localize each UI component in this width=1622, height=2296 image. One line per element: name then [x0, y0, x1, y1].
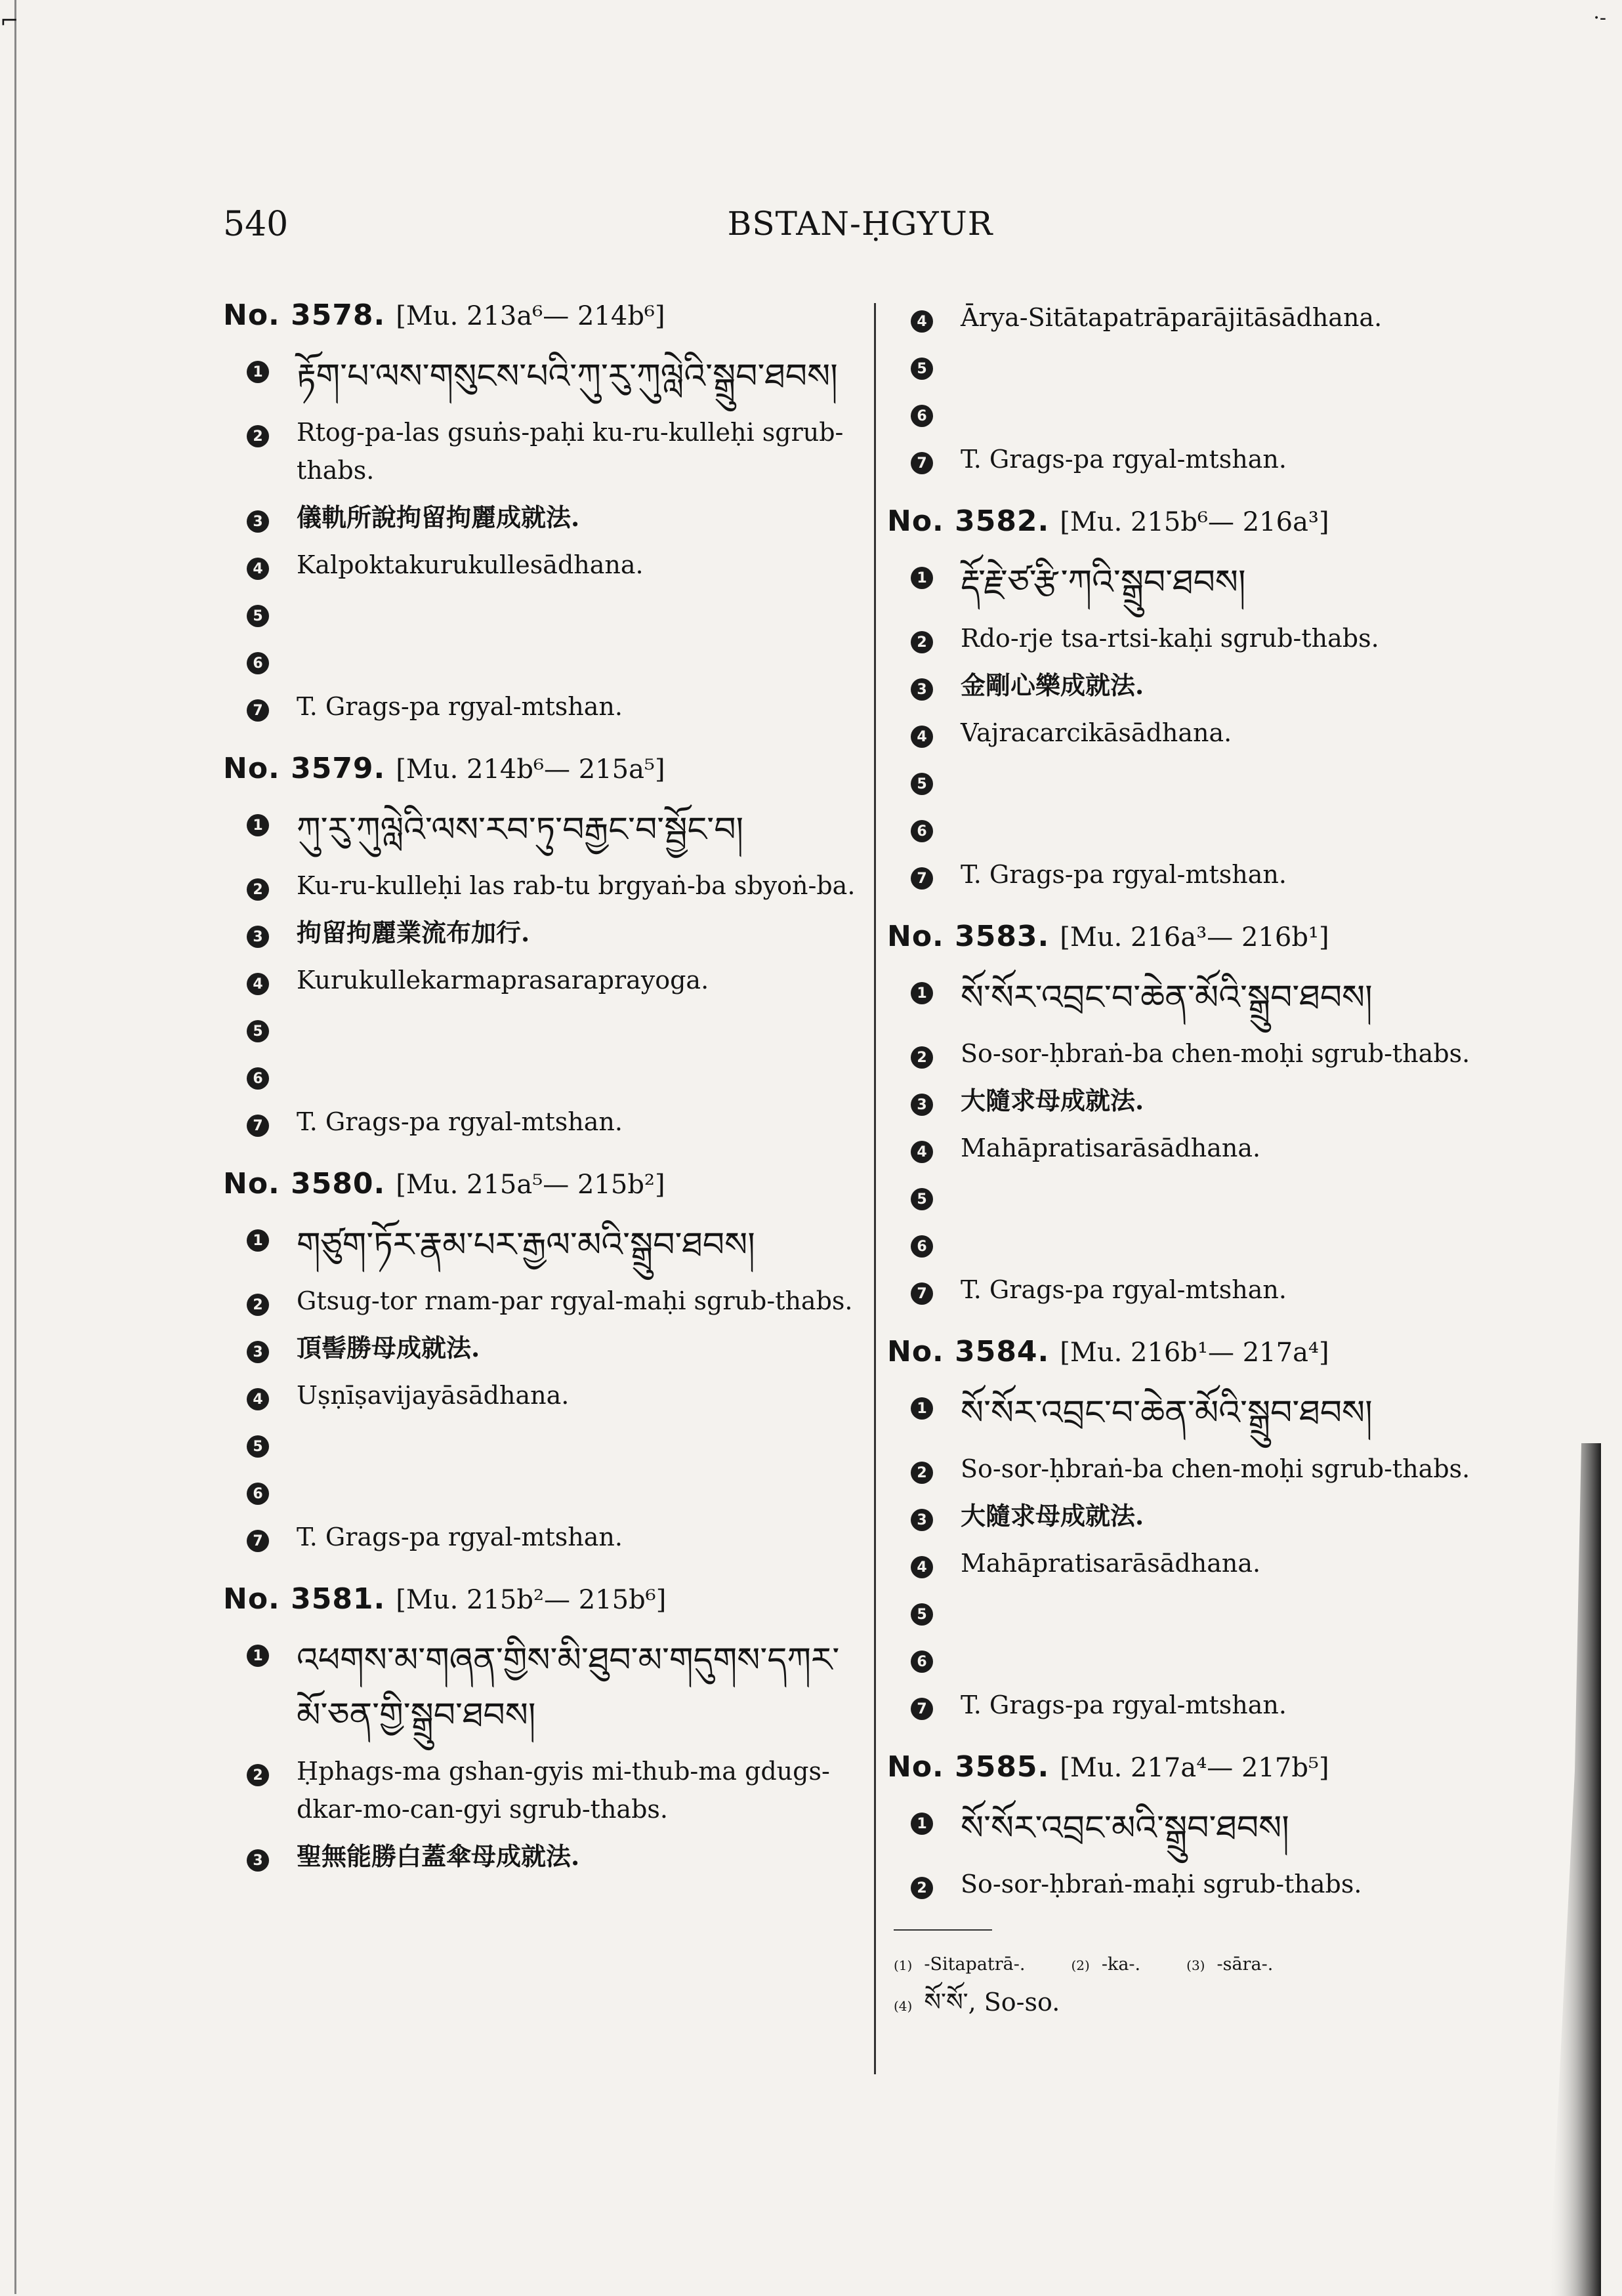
entry-field: [887, 619, 1543, 657]
entry-field: [887, 666, 1543, 705]
field-text: Mahāpratisarāsādhana.: [961, 1134, 1261, 1162]
entry-heading: [223, 1167, 860, 1200]
field-number-badge: 3: [247, 1849, 269, 1872]
field-number-badge: 4: [911, 726, 933, 748]
catalog-entry: [887, 1750, 1543, 1903]
entry-number: No. 3584.: [887, 1335, 1050, 1368]
entry-heading: [887, 920, 1543, 953]
field-text: So-sor-ḥbraṅ-maḥi sgrub-thabs.: [961, 1870, 1362, 1898]
field-number-badge: 5: [911, 1188, 933, 1210]
field-number-badge: 7: [911, 1282, 933, 1305]
entry-field: [887, 346, 1543, 384]
entry-field: [887, 970, 1543, 1025]
entry-heading: [223, 298, 860, 332]
entry-field: [223, 961, 860, 999]
entry-field: [223, 1056, 860, 1094]
field-number-badge: 1: [911, 1397, 933, 1420]
corner-mark-left: ⌐: [0, 8, 19, 34]
field-number-badge: 7: [911, 1698, 933, 1720]
entry-field: [223, 546, 860, 584]
entry-field: [223, 1471, 860, 1509]
field-number-badge: 5: [911, 1603, 933, 1626]
field-number-badge: 4: [911, 1141, 933, 1163]
field-number-badge: 6: [911, 1235, 933, 1258]
field-text: T. Grags-pa rgyal-mtshan.: [961, 1275, 1287, 1304]
footnote-text: -ka-.: [1101, 1954, 1141, 1975]
entry-field: [223, 593, 860, 631]
footnotes: [887, 1946, 1543, 2024]
page-number: 540: [223, 205, 289, 244]
field-number-badge: 3: [247, 1341, 269, 1363]
entry-number: No. 3580.: [223, 1167, 386, 1200]
entry-field: [223, 1008, 860, 1046]
entry-field: [223, 1518, 860, 1556]
tibetan-title: ཀུ་རུ་ཀུལླེའི་ལས་རབ་ཏུ་བརྒྱང་བ་སྦྱོང་བ།: [297, 810, 744, 850]
field-text: So-sor-ḥbraṅ-ba chen-moḥi sgrub-thabs.: [961, 1454, 1470, 1483]
footnote-text: -sāra-.: [1216, 1954, 1274, 1975]
field-number-badge: 7: [911, 867, 933, 890]
entry-field: [223, 1424, 860, 1462]
entry-field: [887, 1129, 1543, 1167]
footnote: [894, 1988, 1060, 2017]
entry-field: [223, 867, 860, 905]
field-number-badge: 7: [247, 699, 269, 722]
corner-mark-right: ·-: [1593, 7, 1606, 30]
field-number-badge: 1: [911, 1813, 933, 1835]
entry-reference: [Mu. 213a⁶— 214b⁶]: [396, 301, 665, 331]
chinese-title: 頂髻勝母成就法.: [297, 1333, 480, 1363]
entry-field: [887, 714, 1543, 752]
field-number-badge: 4: [247, 1388, 269, 1410]
chinese-title: 聖無能勝白蓋傘母成就法.: [297, 1841, 580, 1871]
entry-field: [887, 393, 1543, 431]
entry-field: [887, 298, 1543, 337]
field-number-badge: 4: [247, 558, 269, 580]
field-number-badge: 5: [911, 773, 933, 795]
entry-field: [223, 1103, 860, 1141]
entry-field: [887, 1385, 1543, 1441]
entry-field: [887, 1176, 1543, 1214]
entry-reference: [Mu. 214b⁶— 215a⁵]: [396, 754, 665, 785]
entry-number: No. 3585.: [887, 1750, 1050, 1784]
field-number-badge: 4: [911, 310, 933, 333]
entry-field: [223, 1218, 860, 1273]
entry-field: [223, 1376, 860, 1414]
entry-number: No. 3578.: [223, 298, 386, 332]
entry-field: [887, 808, 1543, 846]
entry-number: No. 3582.: [887, 504, 1050, 538]
entry-number: No. 3579.: [223, 752, 386, 785]
running-head: BSTAN-ḤGYUR: [727, 205, 993, 243]
entry-number: No. 3581.: [223, 1582, 386, 1616]
entry-field: [223, 499, 860, 537]
field-number-badge: 6: [247, 1483, 269, 1505]
footnote-mark: (3): [1186, 1958, 1205, 1973]
field-number-badge: 2: [911, 1046, 933, 1069]
field-number-badge: 1: [911, 982, 933, 1004]
entry-field: [887, 1497, 1543, 1535]
field-number-badge: 7: [247, 1115, 269, 1137]
entry-field: [223, 1752, 860, 1828]
field-number-badge: 1: [247, 1645, 269, 1667]
right-column-entries: [887, 298, 1543, 1903]
field-number-badge: 3: [911, 678, 933, 701]
field-number-badge: 4: [247, 973, 269, 995]
field-number-badge: 5: [247, 605, 269, 627]
footnote-rule: [894, 1929, 992, 1931]
entry-field: [887, 1082, 1543, 1120]
tibetan-title: རྟོག་པ་ལས་གསུངས་པའི་ཀུ་རུ་ཀུལླེའི་སྒྲུབ་ཐབས།: [297, 357, 838, 396]
field-text: Rtog-pa-las gsuṅs-paḥi ku-ru-kulleḥi sgrub-thabs.: [297, 418, 844, 485]
entry-heading: [887, 1335, 1543, 1368]
tibetan-title: རྡོ་རྗེ་ཙ་རྩི་ཀའི་སྒྲུབ་ཐབས།: [961, 563, 1246, 602]
entry-field: [887, 440, 1543, 478]
catalog-entry: [887, 1335, 1543, 1724]
entry-field: [887, 1865, 1543, 1903]
entry-field: [887, 1639, 1543, 1677]
footnote-mark: (2): [1071, 1958, 1090, 1973]
field-number-badge: 2: [247, 878, 269, 901]
field-text: Kalpoktakurukullesādhana.: [297, 550, 644, 579]
field-text: T. Grags-pa rgyal-mtshan.: [961, 445, 1287, 474]
chinese-title: 金剛心樂成就法.: [961, 670, 1144, 700]
tibetan-title: གཙུག་ཏོར་རྣམ་པར་རྒྱལ་མའི་སྒྲུབ་ཐབས།: [297, 1225, 755, 1265]
footnote: [1071, 1954, 1141, 1975]
catalog-entry: [887, 298, 1543, 478]
entry-reference: [Mu. 217a⁴— 217b⁵]: [1060, 1753, 1329, 1783]
entry-reference: [Mu. 215a⁵— 215b²]: [396, 1170, 665, 1200]
field-text: Vajracarcikāsādhana.: [961, 718, 1232, 747]
page-edge-rule: [14, 0, 16, 2294]
field-text: Ḥphags-ma gshan-gyis mi-thub-ma gdugs-dkar-mo-can-gyi sgrub-thabs.: [297, 1757, 830, 1824]
entry-field: [887, 1801, 1543, 1856]
field-number-badge: 3: [911, 1509, 933, 1531]
footnote-mark: (1): [894, 1958, 913, 1973]
field-text: T. Grags-pa rgyal-mtshan.: [961, 1691, 1287, 1719]
field-number-badge: 4: [911, 1556, 933, 1578]
field-text: T. Grags-pa rgyal-mtshan.: [297, 1107, 623, 1136]
field-text: Rdo-rje tsa-rtsi-kaḥi sgrub-thabs.: [961, 624, 1379, 653]
field-number-badge: 1: [247, 361, 269, 383]
field-number-badge: 3: [911, 1094, 933, 1116]
entry-field: [223, 1329, 860, 1367]
entry-heading: [887, 504, 1543, 538]
entry-field: [887, 1035, 1543, 1073]
tibetan-title: སོ་སོར་འབྲང་མའི་སྒྲུབ་ཐབས།: [961, 1809, 1289, 1848]
catalog-entry: [887, 920, 1543, 1309]
field-number-badge: 2: [247, 1294, 269, 1316]
right-column: [887, 298, 1543, 2024]
catalog-entry: [223, 1167, 860, 1556]
field-text: T. Grags-pa rgyal-mtshan.: [297, 692, 623, 721]
field-number-badge: 7: [911, 452, 933, 474]
footnote-text: -Sitapatrā-.: [924, 1954, 1026, 1975]
field-text: T. Grags-pa rgyal-mtshan.: [297, 1523, 623, 1551]
field-text: Mahāpratisarāsādhana.: [961, 1549, 1261, 1578]
field-number-badge: 7: [247, 1530, 269, 1552]
field-text: T. Grags-pa rgyal-mtshan.: [961, 860, 1287, 889]
entry-field: [223, 1837, 860, 1876]
chinese-title: 儀軌所說拘留拘麗成就法.: [297, 502, 580, 532]
entry-heading: [887, 1750, 1543, 1784]
entry-field: [887, 1591, 1543, 1630]
entry-reference: [Mu. 216b¹— 217a⁴]: [1060, 1338, 1329, 1368]
field-number-badge: 2: [911, 1462, 933, 1484]
entry-reference: [Mu. 215b⁶— 216a³]: [1060, 507, 1329, 537]
field-number-badge: 6: [247, 1067, 269, 1090]
entry-heading: [223, 752, 860, 785]
entry-field: [887, 855, 1543, 893]
footnote: [1186, 1954, 1273, 1975]
scan-margin-shadow: [1535, 1443, 1601, 2296]
field-number-badge: 6: [911, 405, 933, 427]
field-number-badge: 3: [247, 926, 269, 948]
field-text: So-sor-ḥbraṅ-ba chen-moḥi sgrub-thabs.: [961, 1039, 1470, 1068]
entry-field: [223, 687, 860, 726]
field-number-badge: 6: [911, 1650, 933, 1673]
entry-field: [887, 761, 1543, 799]
field-number-badge: 2: [911, 631, 933, 653]
field-text: Kurukullekarmaprasaraprayoga.: [297, 966, 709, 994]
field-number-badge: 1: [247, 1229, 269, 1252]
field-number-badge: 6: [247, 652, 269, 674]
field-text: Gtsug-tor rnam-par rgyal-maḥi sgrub-thabs.: [297, 1286, 853, 1315]
field-number-badge: 2: [247, 1764, 269, 1786]
field-number-badge: 6: [911, 820, 933, 842]
entry-field: [887, 1450, 1543, 1488]
field-number-badge: 1: [247, 814, 269, 836]
footnote-text: སོ་སོ་, So-so.: [924, 1988, 1060, 2017]
entry-field: [887, 1271, 1543, 1309]
entry-field: [223, 914, 860, 952]
chinese-title: 大隨求母成就法.: [961, 1086, 1144, 1115]
footnote-mark: (4): [894, 1998, 913, 2014]
chinese-title: 大隨求母成就法.: [961, 1501, 1144, 1530]
field-text: Ku-ru-kulleḥi las rab-tu brgyaṅ-ba sbyoṅ-ba.: [297, 871, 856, 900]
tibetan-title: སོ་སོར་འབྲང་བ་ཆེན་མོའི་སྒྲུབ་ཐབས།: [961, 978, 1373, 1017]
entry-field: [887, 1686, 1543, 1724]
field-number-badge: 1: [911, 567, 933, 589]
field-text: Uṣṇīṣavijayāsādhana.: [297, 1381, 570, 1410]
entry-number: No. 3583.: [887, 920, 1050, 953]
entry-field: [223, 640, 860, 678]
entry-field: [887, 1544, 1543, 1582]
entry-reference: [Mu. 216a³— 216b¹]: [1060, 922, 1329, 953]
tibetan-title: སོ་སོར་འབྲང་བ་ཆེན་མོའི་སྒྲུབ་ཐབས།: [961, 1393, 1373, 1433]
field-number-badge: 5: [247, 1435, 269, 1458]
entry-reference: [Mu. 215b²— 215b⁶]: [396, 1585, 667, 1615]
entry-field: [887, 1223, 1543, 1261]
field-number-badge: 2: [247, 425, 269, 447]
entry-field: [223, 1633, 860, 1743]
field-number-badge: 5: [247, 1020, 269, 1042]
entry-field: [223, 413, 860, 489]
column-divider: [874, 303, 876, 2074]
entry-field: [887, 555, 1543, 610]
entry-field: [223, 1282, 860, 1320]
catalog-entry: [223, 298, 860, 726]
field-number-badge: 3: [247, 510, 269, 533]
tibetan-title: འཕགས་མ་གཞན་གྱིས་མི་ཐུབ་མ་གདུགས་དཀར་མོ་ཅན་གྱི་སྒྲུབ་ཐབས།: [297, 1641, 840, 1735]
catalog-entry: [223, 1582, 860, 1876]
field-text: Ārya-Sitātapatrāparājitāsādhana.: [961, 303, 1383, 332]
chinese-title: 拘留拘麗業流布加行.: [297, 918, 530, 947]
entry-heading: [223, 1582, 860, 1616]
entry-field: [223, 349, 860, 404]
field-number-badge: 5: [911, 358, 933, 380]
catalog-entry: [223, 752, 860, 1141]
footnote: [894, 1954, 1026, 1975]
field-number-badge: 2: [911, 1877, 933, 1899]
catalog-entry: [887, 504, 1543, 893]
left-column: [223, 298, 860, 1902]
entry-field: [223, 802, 860, 857]
